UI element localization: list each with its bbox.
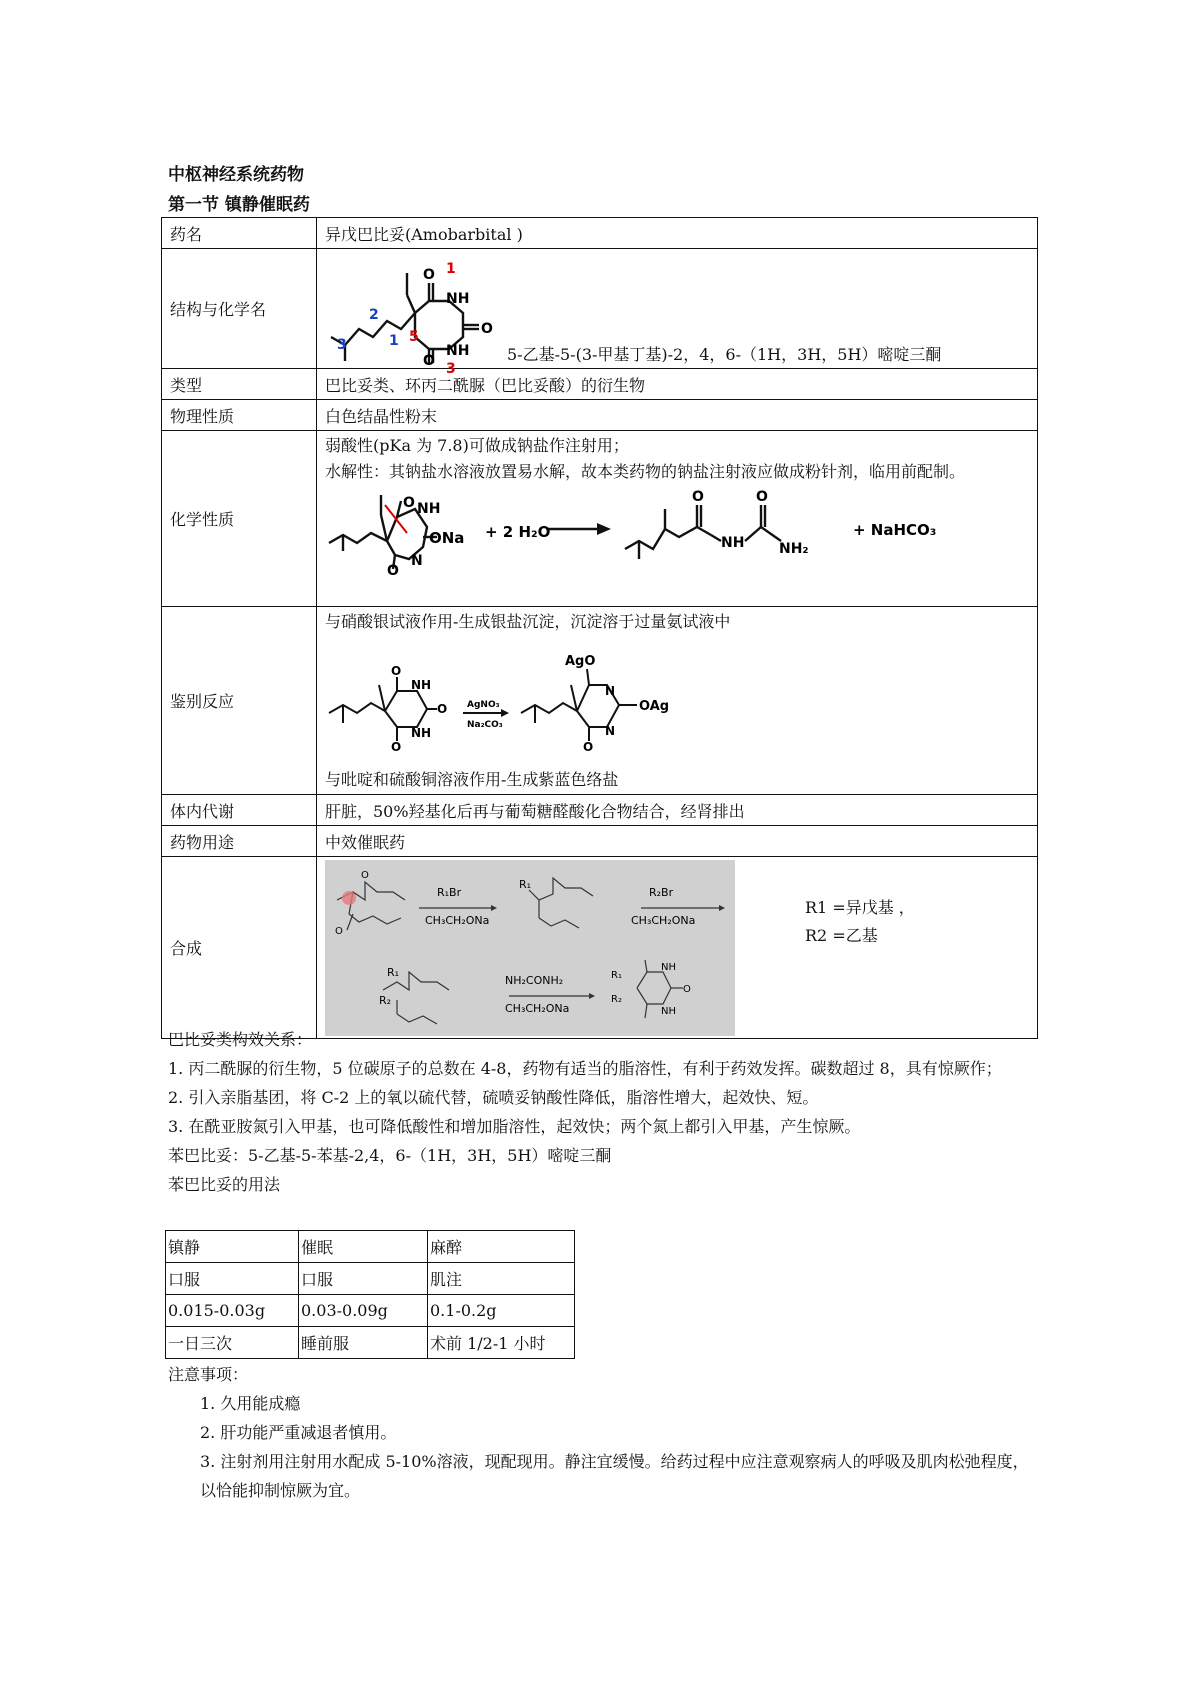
atom-nh: NH (446, 291, 470, 307)
chemical-name: 5-乙基-5-(3-甲基丁基)-2，4，6-（1H，3H，5H）嘧啶三酮 (507, 345, 942, 364)
usage-table-title: 苯巴比妥的用法 (168, 1175, 281, 1194)
oag-group: OAg (639, 699, 670, 714)
value-physical: 白色结晶性粉末 (317, 400, 1038, 431)
ring-number: 3 (446, 361, 456, 377)
r2-label: R₂ (611, 994, 622, 1005)
row-physical (162, 400, 1038, 431)
value-metabolism: 肝脏，50%羟基化后再与葡萄糖醛酸化合物结合，经肾排出 (317, 795, 1038, 826)
atom-nh: NH (411, 726, 432, 740)
atom-o: O (683, 984, 691, 995)
atom-o: O (335, 926, 343, 937)
note-item-3: 3. 注射剂用注射用水配成 5-10%溶液，现配现用。静注宜缓慢。给药过程中应注意观察病人的呼吸及肌肉松弛程度，以恰能抑制惊厥为宜。 (200, 1452, 1029, 1500)
table-cell: 肌注 (428, 1263, 575, 1295)
table-cell: 口服 (166, 1263, 299, 1295)
table-row (166, 1295, 575, 1327)
base-reagent: CH₃CH₂ONa (425, 914, 490, 927)
value-type: 巴比妥类、环丙二酰脲（巴比妥酸）的衍生物 (317, 369, 1038, 400)
table-cell: 0.015-0.03g (166, 1295, 299, 1327)
amine: NH₂ (779, 541, 809, 557)
value-usage: 中效催眠药 (317, 826, 1038, 857)
urea-reagent: NH₂CONH₂ (505, 974, 564, 987)
r1br-reagent: R₁Br (437, 886, 462, 899)
r1-note: R1 =异戊基 ， (805, 898, 915, 917)
atom-o: O (387, 563, 399, 579)
table-cell: 0.1-0.2g (428, 1295, 575, 1327)
table-cell: 催眠 (299, 1231, 428, 1263)
table-cell: 麻醉 (428, 1231, 575, 1263)
ring-number: 5 (409, 329, 419, 345)
label-physical: 物理性质 (162, 400, 317, 431)
sar-item-1: 1. 丙二酰脲的衍生物，5 位碳原子的总数在 4-8，药物有适当的脂溶性，有利于药效发挥。碳数超过 8，具有惊厥作； (168, 1059, 1002, 1078)
section-heading: 第一节 镇静催眠药 (168, 195, 310, 215)
atom-nh: NH (446, 343, 470, 359)
row-structure (162, 249, 1038, 369)
notes-section (168, 1360, 1038, 1505)
atom-o: O (361, 870, 369, 881)
row-metabolism (162, 795, 1038, 826)
base-reagent: CH₃CH₂ONa (631, 914, 696, 927)
row-identify (162, 607, 1038, 795)
synthesis-scheme (325, 860, 735, 1036)
table-cell: 睡前服 (299, 1327, 428, 1359)
sar-item-3: 3. 在酰亚胺氮引入甲基，也可降低酸性和增加脂溶性，起效快；两个氮上都引入甲基，产生惊厥。 (168, 1117, 861, 1136)
atom-o: O (403, 495, 415, 511)
sar-item-2: 2. 引入亲脂基团，将 C-2 上的氧以硫代替，硫喷妥钠酸性降低，脂溶性增大，起效快、短。 (168, 1088, 819, 1107)
silver-reaction (325, 655, 745, 765)
r1-label: R₁ (519, 878, 532, 891)
chapter-heading: 中枢神经系统药物 (168, 165, 304, 185)
base-reagent: CH₃CH₂ONa (505, 1002, 570, 1015)
copper-test-text: 与吡啶和硫酸铜溶液作用-生成紫蓝色络盐 (325, 770, 619, 789)
acidity-text: 弱酸性(pKa 为 7.8)可做成钠盐作注射用； (325, 436, 629, 455)
atom-o: O (583, 740, 594, 754)
sar-title: 巴比妥类构效关系： (168, 1030, 313, 1049)
row-usage (162, 826, 1038, 857)
label-identify: 鉴别反应 (162, 607, 317, 795)
table-cell: 术前 1/2-1 小时 (428, 1327, 575, 1359)
row-type (162, 369, 1038, 400)
label-type: 类型 (162, 369, 317, 400)
label-structure: 结构与化学名 (162, 249, 317, 369)
row-name (162, 218, 1038, 249)
notes-title: 注意事项： (168, 1365, 249, 1384)
table-row (166, 1231, 575, 1263)
table-row (166, 1327, 575, 1359)
note-item-2: 2. 肝功能严重减退者慎用。 (200, 1423, 397, 1442)
table-row (166, 1263, 575, 1295)
chain-number: 2 (369, 307, 379, 323)
atom-nh: NH (417, 501, 441, 517)
atom-nh: NH (721, 535, 745, 551)
atom-o: O (692, 489, 704, 505)
sodium-salt: ONa (429, 529, 465, 547)
atom-nh: NH (411, 678, 432, 692)
row-synthesis (162, 857, 1038, 1039)
atom-n: N (605, 724, 616, 738)
atom-o: O (423, 267, 435, 283)
silver-test-text: 与硝酸银试液作用-生成银盐沉淀，沉淀溶于过量氨试液中 (325, 612, 731, 631)
label-usage: 药物用途 (162, 826, 317, 857)
product-nahco3: + NaHCO₃ (853, 521, 937, 539)
atom-o: O (756, 489, 768, 505)
note-item-1: 1. 久用能成瘾 (200, 1394, 301, 1413)
atom-n: N (411, 553, 423, 569)
atom-nh: NH (661, 962, 676, 973)
table-cell: 口服 (299, 1263, 428, 1295)
atom-o: O (437, 702, 448, 716)
sar-section (168, 1025, 1038, 1199)
water-reagent: + 2 H₂O (485, 523, 551, 541)
atom-o: O (391, 740, 402, 754)
hydrolysis-reaction (325, 485, 1025, 579)
table-cell: 一日三次 (166, 1327, 299, 1359)
label-chemical: 化学性质 (162, 431, 317, 607)
phenobarbital-name: 苯巴比妥：5-乙基-5-苯基-2,4，6-（1H，3H，5H）嘧啶三酮 (168, 1146, 612, 1165)
r1-label: R₁ (387, 966, 400, 979)
ago-group: AgO (565, 654, 596, 669)
atom-o: O (391, 664, 402, 678)
atom-n: N (605, 684, 616, 698)
agno3-reagent: AgNO₃ (467, 700, 500, 710)
table-cell: 0.03-0.09g (299, 1295, 428, 1327)
atom-o: O (481, 321, 493, 337)
label-name: 药名 (162, 218, 317, 249)
na2co3-reagent: Na₂CO₃ (467, 720, 503, 730)
value-name: 异戊巴比妥(Amobarbital ) (317, 218, 1038, 249)
r2-note: R2 =乙基 (805, 926, 878, 945)
atom-o: O (423, 353, 435, 369)
label-metabolism: 体内代谢 (162, 795, 317, 826)
hydrolysis-text: 水解性：其钠盐水溶液放置易水解，故本类药物的钠盐注射液应做成粉针剂，临用前配制。 (325, 462, 966, 481)
r2-label: R₂ (379, 994, 392, 1007)
atom-nh: NH (661, 1006, 676, 1017)
phenobarbital-usage-table (165, 1230, 575, 1359)
chain-number: 1 (389, 333, 399, 349)
row-chemical (162, 431, 1038, 607)
r1-label: R₁ (611, 970, 622, 981)
chain-number: 3 (337, 337, 347, 353)
table-cell: 镇静 (166, 1231, 299, 1263)
label-synthesis: 合成 (162, 857, 317, 1039)
r2br-reagent: R₂Br (649, 886, 674, 899)
ring-number: 1 (446, 261, 456, 277)
drug-table (161, 217, 1038, 1039)
